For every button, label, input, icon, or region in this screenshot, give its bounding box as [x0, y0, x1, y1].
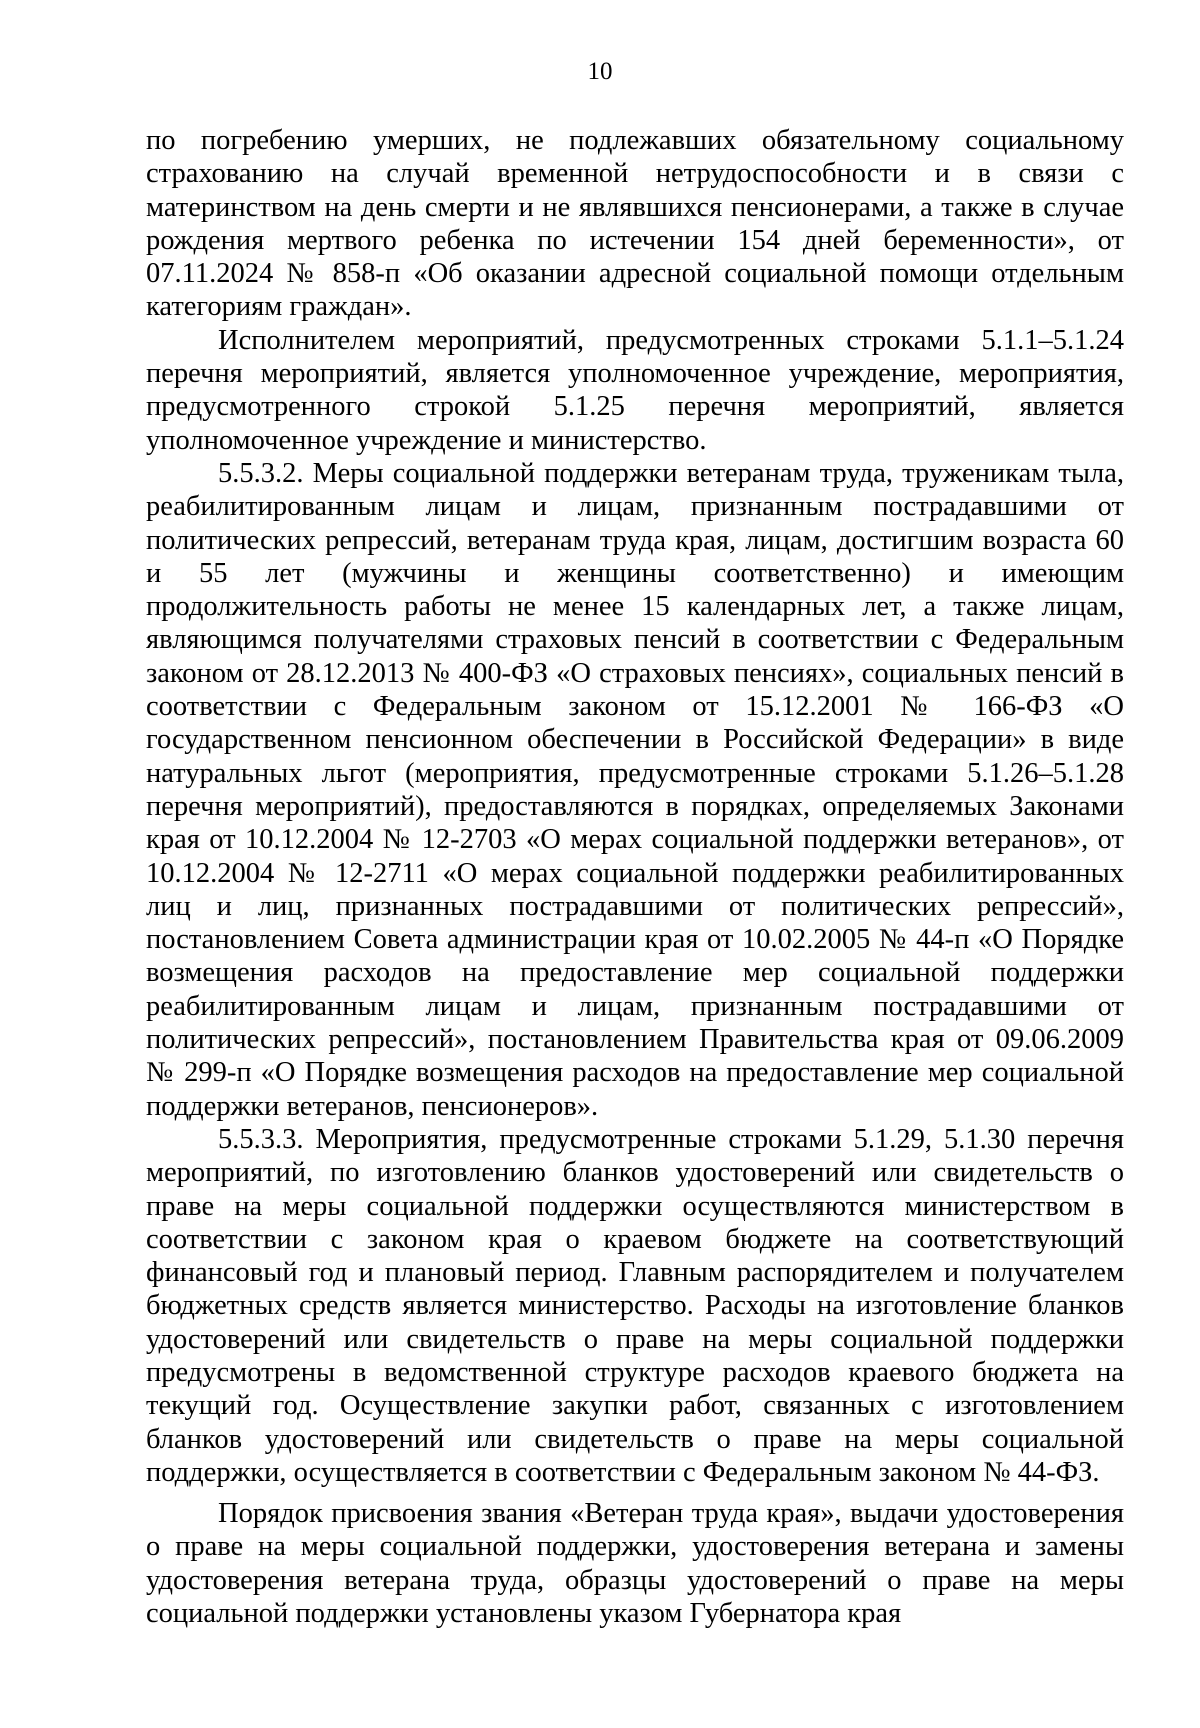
page-number: 10	[587, 58, 613, 85]
paragraph-5-5-3-3: 5.5.3.3. Мероприятия, предусмотренные строками 5.1.29, 5.1.30 перечня мероприятий, по изготовлению бланков удостоверений или свидетельств о праве на меры социальной поддержки осуществляются министерством в соответствии с законом края о краевом бюджете на соответствующий финансовый год и плановый период. Главным распорядителем и получателем бюджетных средств является министерство. Расходы на изготовление бланков удостоверений или свидетельств о праве на меры социальной поддержки предусмотрены в ведомственной структуре расходов краевого бюджета на текущий год. Осуществление закупки работ, связанных с изготовлением бланков удостоверений или свидетельств о праве на меры социальной поддержки, осуществляется в соответствии с Федеральным законом № 44-ФЗ.	[146, 1123, 1124, 1488]
document-body	[146, 124, 1124, 1630]
paragraph-continuation: по погребению умерших, не подлежавших обязательному социальному страхованию на случай временной нетрудоспособности и в связи с материнством на день смерти и не являвшихся пенсионерами, а также в случае рождения мертвого ребенка по истечении 154 дней беременности», от 07.11.2024 № 858-п «Об оказании адресной социальной помощи отдельным категориям граждан».	[146, 125, 1124, 323]
paragraph-executors: Исполнителем мероприятий, предусмотренных строками 5.1.1–5.1.24 перечня мероприятий, является уполномоченное учреждение, мероприятия, предусмотренного строкой 5.1.25 перечня мероприятий, является уполномоченное учреждение и министерство.	[146, 324, 1124, 456]
paragraph-veteran-title-procedure: Порядок присвоения звания «Ветеран труда края», выдачи удостоверения о праве на меры социальной поддержки, удостоверения ветерана и замены удостоверения ветерана труда, образцы удостоверений о праве на меры социальной поддержки установлены указом Губернатора края	[146, 1498, 1124, 1630]
paragraph-5-5-3-2: 5.5.3.2. Меры социальной поддержки ветеранам труда, труженикам тыла, реабилитированным лицам и лицам, признанным пострадавшими от политических репрессий, ветеранам труда края, лицам, достигшим возраста 60 и 55 лет (мужчины и женщины соответственно) и имеющим продолжительность работы не менее 15 календарных лет, а также лицам, являющимся получателями страховых пенсий в соответствии с Федеральным законом от 28.12.2013 № 400-ФЗ «О страховых пенсиях», социальных пенсий в соответствии с Федеральным законом от 15.12.2001 № 166-ФЗ «О государственном пенсионном обеспечении в Российской Федерации» в виде натуральных льгот (мероприятия, предусмотренные строками 5.1.26–5.1.28 перечня мероприятий), предоставляются в порядках, определяемых Законами края от 10.12.2004 № 12-2703 «О мерах социальной поддержки ветеранов», от 10.12.2004 № 12-2711 «О мерах социальной поддержки реабилитированных лиц и лиц, признанных пострадавшими от политических репрессий», постановлением Совета администрации края от 10.02.2005 № 44-п «О Порядке возмещения расходов на предоставление мер социальной поддержки реабилитированным лицам и лицам, признанным пострадавшими от политических репрессий», постановлением Правительства края от 09.06.2009 № 299-п «О Порядке возмещения расходов на предоставление мер социальной поддержки ветеранов, пенсионеров».	[146, 457, 1124, 1122]
